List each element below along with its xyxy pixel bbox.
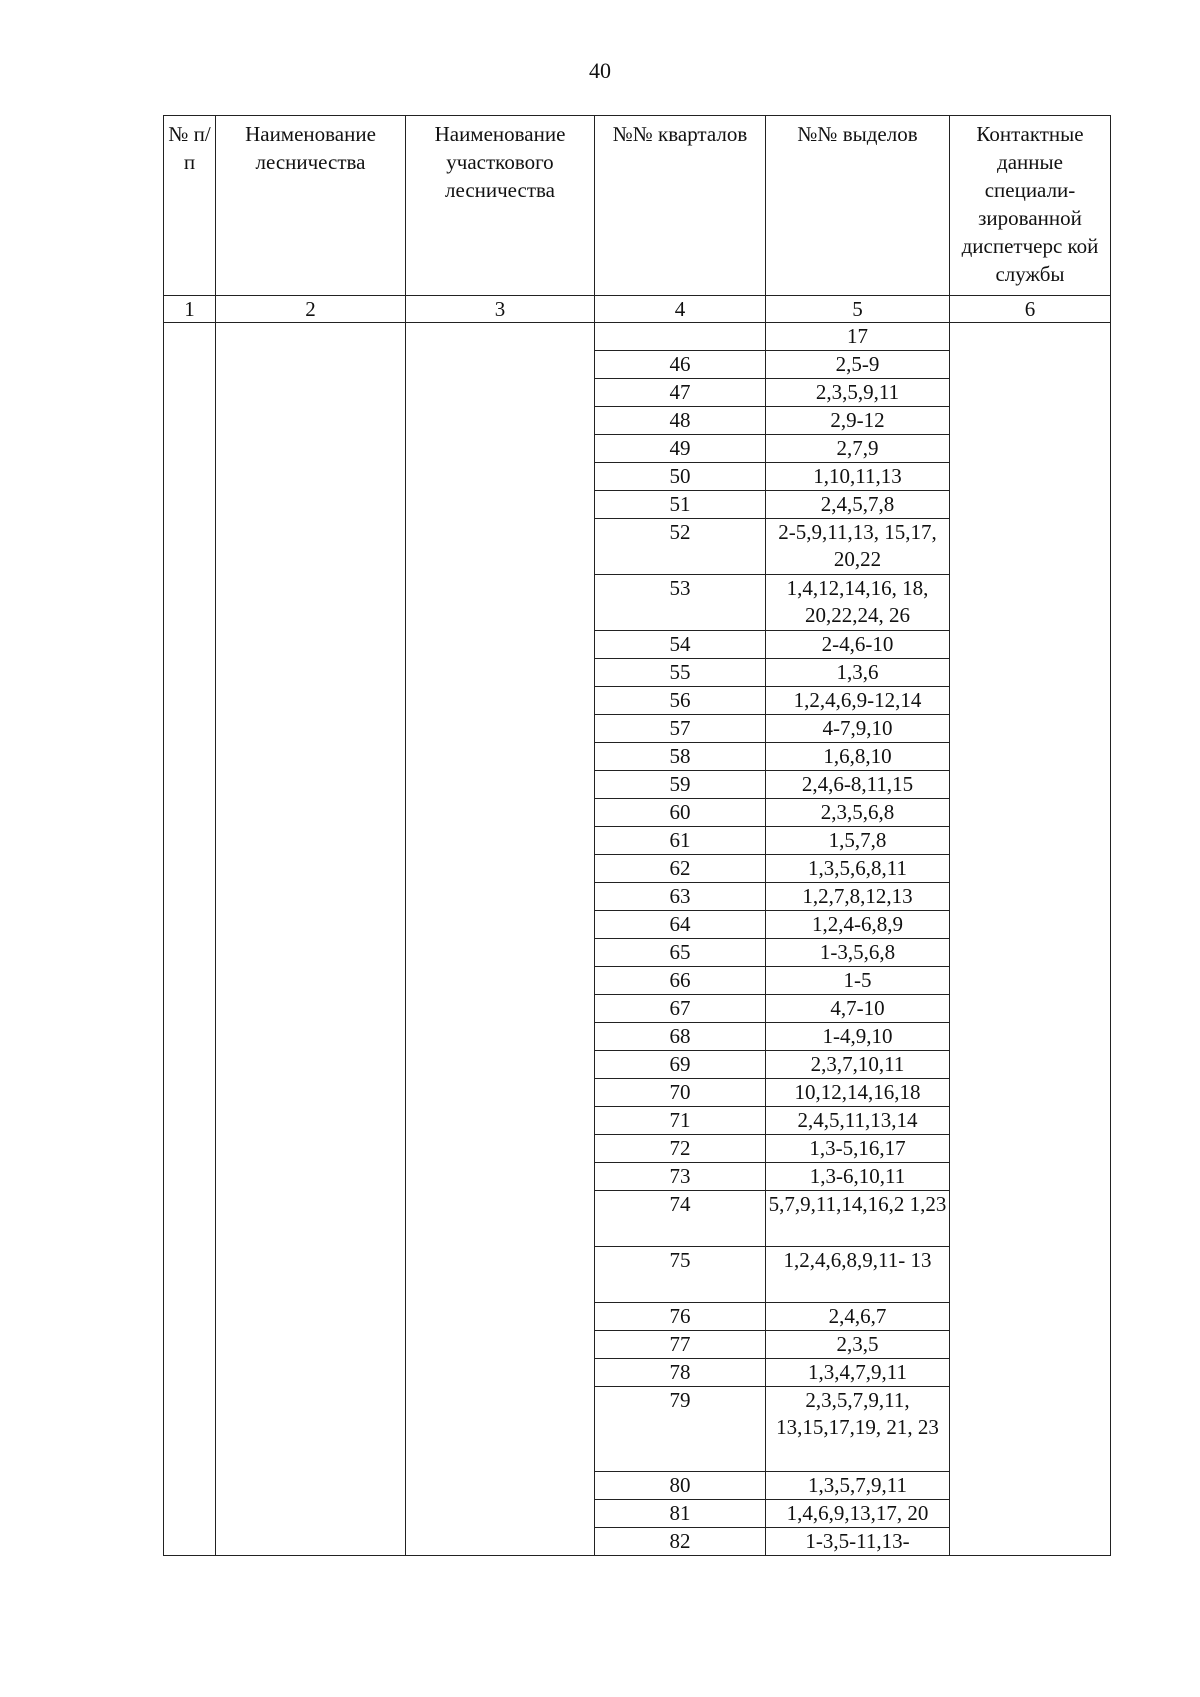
column-number: 2 [216,296,406,323]
vydely-cell: 1,2,4,6,8,9,11- 13 [766,1247,950,1303]
quarter-cell: 66 [595,967,766,995]
page-number: 40 [589,58,611,83]
quarter-cell: 63 [595,883,766,911]
vydely-cell: 1,6,8,10 [766,743,950,771]
vydely-cell: 1,3-5,16,17 [766,1135,950,1163]
column-number: 4 [595,296,766,323]
vydely-cell: 1,3-6,10,11 [766,1163,950,1191]
quarter-cell: 58 [595,743,766,771]
quarter-cell: 56 [595,687,766,715]
vydely-cell: 1-4,9,10 [766,1023,950,1051]
quarter-cell: 77 [595,1331,766,1359]
quarter-cell: 80 [595,1472,766,1500]
vydely-cell: 1,3,6 [766,659,950,687]
number-cell [164,323,216,1556]
vydely-cell: 1,2,4,6,9-12,14 [766,687,950,715]
vydely-cell: 2,3,5,6,8 [766,799,950,827]
column-number: 1 [164,296,216,323]
header-district-forestry: Наименование участкового лесничества [406,116,595,296]
vydely-cell: 2,3,7,10,11 [766,1051,950,1079]
quarter-cell: 78 [595,1359,766,1387]
quarter-cell: 50 [595,463,766,491]
forestry-cell [216,323,406,1556]
quarter-cell: 79 [595,1387,766,1472]
quarter-cell: 62 [595,855,766,883]
quarter-cell: 71 [595,1107,766,1135]
quarter-cell: 61 [595,827,766,855]
district-cell [406,323,595,1556]
vydely-cell: 2-4,6-10 [766,631,950,659]
vydely-cell: 1-5 [766,967,950,995]
quarter-cell: 55 [595,659,766,687]
column-number: 3 [406,296,595,323]
quarter-cell: 51 [595,491,766,519]
vydely-cell: 1,5,7,8 [766,827,950,855]
header-quarters: №№ кварталов [595,116,766,296]
vydely-cell: 2,4,6,7 [766,1303,950,1331]
vydely-cell: 2,4,5,7,8 [766,491,950,519]
vydely-cell: 1,4,6,9,13,17, 20 [766,1500,950,1528]
quarter-cell: 60 [595,799,766,827]
vydely-cell: 17 [766,323,950,351]
quarter-cell: 69 [595,1051,766,1079]
vydely-cell: 1,10,11,13 [766,463,950,491]
column-number: 6 [950,296,1111,323]
quarter-cell: 72 [595,1135,766,1163]
vydely-cell: 2-5,9,11,13, 15,17, 20,22 [766,519,950,575]
header-forestry: Наименование лесничества [216,116,406,296]
header-contacts: Контактные данные специали-зированной диспетчерс кой службы [950,116,1111,296]
vydely-cell: 2,7,9 [766,435,950,463]
quarter-cell: 53 [595,575,766,631]
contacts-cell [950,323,1111,1556]
vydely-cell: 4-7,9,10 [766,715,950,743]
vydely-cell: 1-3,5-11,13- [766,1528,950,1556]
quarter-cell: 74 [595,1191,766,1247]
vydely-cell: 2,4,6-8,11,15 [766,771,950,799]
quarter-cell: 64 [595,911,766,939]
vydely-cell: 1,2,7,8,12,13 [766,883,950,911]
quarter-cell: 81 [595,1500,766,1528]
vydely-cell: 5,7,9,11,14,16,2 1,23 [766,1191,950,1247]
quarter-cell: 48 [595,407,766,435]
vydely-cell: 4,7-10 [766,995,950,1023]
header-vydely: №№ выделов [766,116,950,296]
quarter-cell: 52 [595,519,766,575]
header-row [164,116,1111,296]
vydely-cell: 2,3,5,7,9,11, 13,15,17,19, 21, 23 [766,1387,950,1472]
quarter-cell: 59 [595,771,766,799]
quarter-cell: 82 [595,1528,766,1556]
quarter-cell: 65 [595,939,766,967]
vydely-cell: 1,3,4,7,9,11 [766,1359,950,1387]
vydely-cell: 1,2,4-6,8,9 [766,911,950,939]
quarter-cell: 73 [595,1163,766,1191]
vydely-cell: 2,3,5 [766,1331,950,1359]
quarter-cell: 57 [595,715,766,743]
column-number: 5 [766,296,950,323]
quarter-cell: 68 [595,1023,766,1051]
vydely-cell: 10,12,14,16,18 [766,1079,950,1107]
quarter-cell: 70 [595,1079,766,1107]
vydely-cell: 1-3,5,6,8 [766,939,950,967]
quarter-cell: 49 [595,435,766,463]
quarter-cell: 54 [595,631,766,659]
table-body [164,323,1111,1556]
table-row [164,323,1111,351]
forest-table [163,115,1111,1556]
header-number: № п/п [164,116,216,296]
column-number-row [164,296,1111,323]
quarter-cell: 75 [595,1247,766,1303]
quarter-cell: 76 [595,1303,766,1331]
vydely-cell: 2,5-9 [766,351,950,379]
vydely-cell: 1,3,5,6,8,11 [766,855,950,883]
quarter-cell: 46 [595,351,766,379]
vydely-cell: 2,4,5,11,13,14 [766,1107,950,1135]
vydely-cell: 2,9-12 [766,407,950,435]
vydely-cell: 1,4,12,14,16, 18, 20,22,24, 26 [766,575,950,631]
vydely-cell: 2,3,5,9,11 [766,379,950,407]
quarter-cell: 47 [595,379,766,407]
quarter-cell [595,323,766,351]
vydely-cell: 1,3,5,7,9,11 [766,1472,950,1500]
quarter-cell: 67 [595,995,766,1023]
